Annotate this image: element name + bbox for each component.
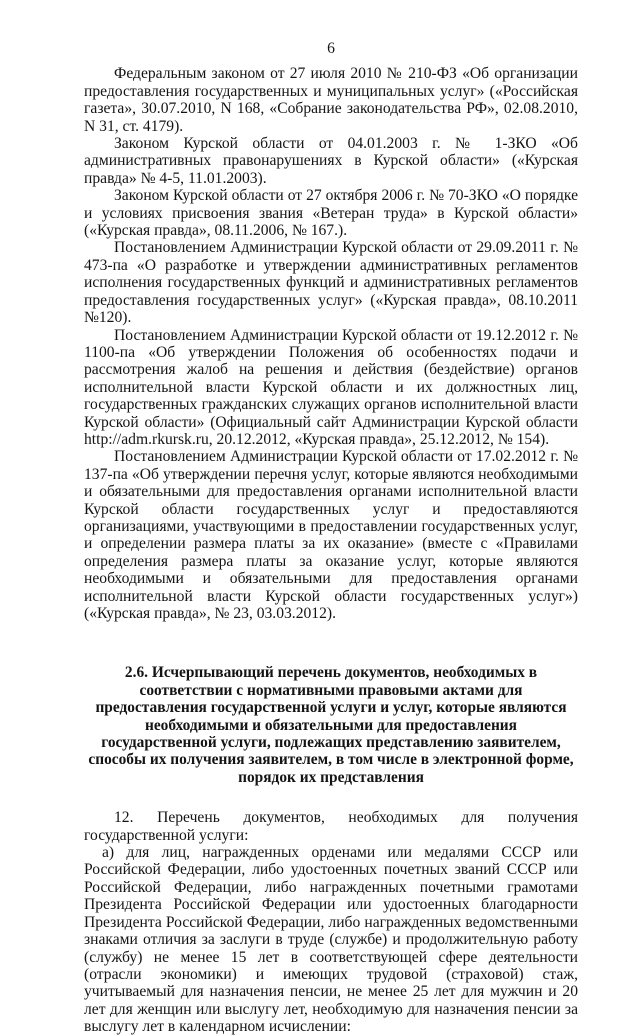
- law-paragraph-decree-137: Постановлением Администрации Курской области от 17.02.2012 г. № 137-па «Об утверждении перечня услуг, которые являются необходимыми и обязательными для предоставления органами исполнительной власти Курской области государственных услуг и предоставляются организациями, участвующими в предоставлении государственных услуг, и определении размера платы за их оказание» (вместе с «Правилами определения размера платы за оказание услуг, которые являются необходимыми и обязательными для предоставления органами исполнительной власти Курской области государственных услуг») («Курская правда», № 23, 03.03.2012).: [84, 448, 578, 622]
- law-paragraph-kursk-70-zko: Законом Курской области от 27 октября 2006 г. № 70-ЗКО «О порядке и условиях присвоения звания «Ветеран труда» в Курской области» («Курская правда», 08.11.2006, № 167.).: [84, 187, 578, 240]
- section-heading: 2.6. Исчерпывающий перечень документов, необходимых в соответствии с нормативными правовыми актами для предоставления государственной услуги и услуг, которые являются необходимыми и обязательными для предоставления государственной услуги, подлежащих представлению заявителем, способы их получения заявителем, в том числе в электронной форме, порядок их представления: [88, 664, 574, 786]
- item-a-paragraph: а) для лиц, награжденных орденами или медалями СССР или Российской Федерации, либо удостоенных почетных званий СССР или Российской Федерации, либо награжденных почетными грамотами Президента Российской Федерации или удостоенных благодарности Президента Российской Федерации, либо награжденных ведомственными знаками отличия за заслуги в труде (службе) и продолжительную работу (службу) не менее 15 лет в соответствующей сфере деятельности (отрасли экономики) и имеющих трудовой (страховой) стаж, учитываемый для назначения пенсии, не менее 25 лет для мужчин и 20 лет для женщин или выслугу лет, необходимую для назначения пенсии за выслугу лет в календарном исчислении:: [84, 844, 578, 1036]
- document-page: [84, 40, 578, 1036]
- law-paragraph-federal-210: Федеральным законом от 27 июля 2010 № 210-ФЗ «Об организации предоставления государственных и муниципальных услуг» («Российская газета», 30.07.2010, N 168, «Собрание законодательства РФ», 02.08.2010, N 31, ст. 4179).: [84, 65, 578, 135]
- law-paragraph-kursk-1-zko: Законом Курской области от 04.01.2003 г. № 1-ЗКО «Об административных правонарушениях в Курской области» («Курская правда» № 4-5, 11.01.2003).: [84, 135, 578, 187]
- law-paragraph-decree-473: Постановлением Администрации Курской области от 29.09.2011 г. № 473-па «О разработке и утверждении административных регламентов исполнения государственных функций и административных регламентов предоставления государственных услуг» («Курская правда», 08.10.2011 №120).: [84, 239, 578, 327]
- law-paragraph-decree-1100: Постановлением Администрации Курской области от 19.12.2012 г. № 1100-па «Об утверждении Положения об особенностях подачи и рассмотрения жалоб на решения и действия (бездействие) органов исполнительной власти Курской области и их должностных лиц, государственных гражданских служащих органов исполнительной власти Курской области» (Официальный сайт Администрации Курской области http://adm.rkursk.ru, 20.12.2012, «Курская правда», 25.12.2012, № 154).: [84, 326, 578, 448]
- item-12-paragraph: 12. Перечень документов, необходимых для получения государственной услуги:: [84, 809, 578, 844]
- page-number: 6: [327, 40, 335, 57]
